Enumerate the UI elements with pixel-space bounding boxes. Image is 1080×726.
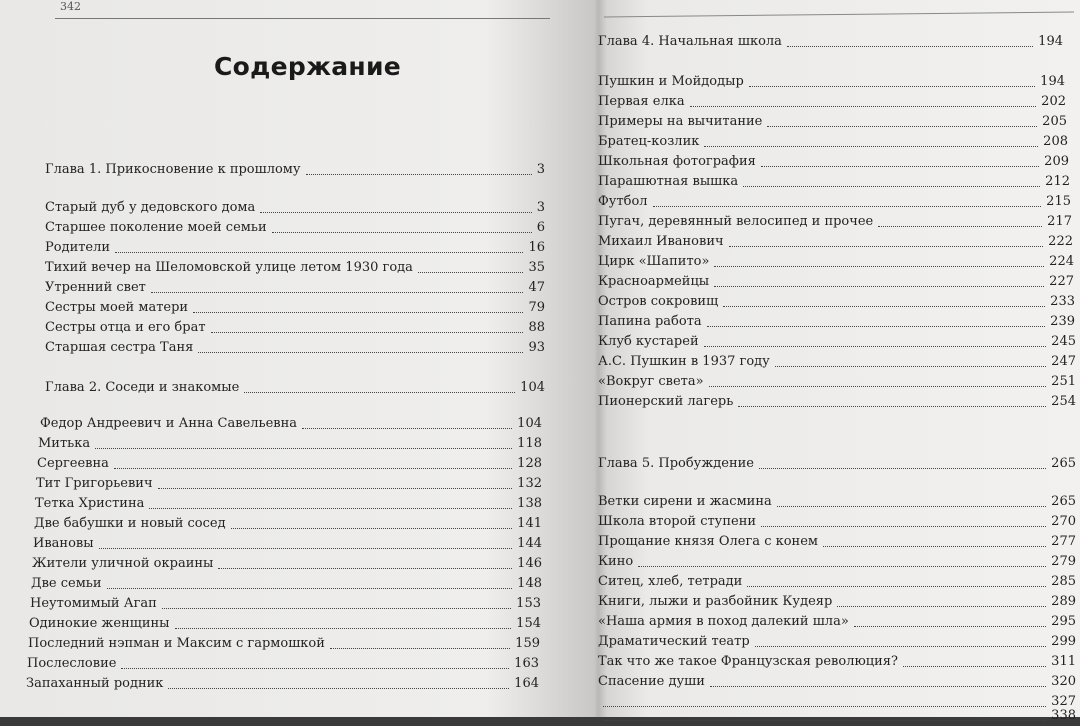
toc-entry-title: Послесловие: [27, 656, 117, 671]
toc-entry-page: 320: [1051, 674, 1076, 689]
toc-entry-title: Первая елка: [598, 94, 685, 109]
leader-dots: [755, 646, 1047, 647]
toc-entry: [598, 252, 1074, 272]
toc-entry: [598, 592, 1076, 612]
toc-entry-title: Две бабушки и новый сосед: [34, 516, 226, 531]
leader-dots: [114, 468, 512, 469]
leader-dots: [306, 174, 532, 175]
toc-entry: [598, 372, 1076, 392]
toc-entry: [598, 706, 1076, 726]
toc-entry: [598, 112, 1067, 132]
toc-entry: [37, 454, 542, 474]
toc-entry: [598, 132, 1068, 152]
toc-entry-title: Красноармейцы: [598, 274, 710, 289]
toc-entry-page: 132: [517, 476, 542, 491]
toc-entry-title: Пионерский лагерь: [598, 394, 734, 409]
toc-entry-page: 270: [1051, 514, 1076, 529]
toc-entry: [28, 634, 540, 654]
toc-entry-title: Ситец, хлеб, тетради: [598, 574, 743, 589]
toc-entry-page: 194: [1040, 74, 1065, 89]
toc-entry: [598, 332, 1076, 352]
toc-entry-title: Михаил Иванович: [598, 234, 724, 249]
toc-entry: [31, 574, 542, 594]
toc-entry: [598, 532, 1076, 552]
toc-entry-title: Братец-козлик: [598, 134, 700, 149]
toc-entry-title: Ветки сирени и жасмина: [598, 494, 772, 509]
leader-dots: [787, 46, 1033, 47]
toc-entry-page: 265: [1051, 494, 1076, 509]
leader-dots: [743, 186, 1040, 187]
toc-entry-page: 254: [1051, 394, 1076, 409]
leader-dots: [761, 166, 1039, 167]
leader-dots: [707, 326, 1046, 327]
toc-entry-title: Тихий вечер на Шеломовской улице летом 1930 года: [45, 260, 413, 275]
toc-entry-title: Пугач, деревянный велосипед и прочее: [598, 214, 874, 229]
toc-entry-title: Спасение души: [598, 674, 705, 689]
toc-entry-title: Жители уличной окраины: [32, 556, 214, 571]
toc-entry: [34, 514, 542, 534]
leader-dots: [151, 292, 524, 293]
toc-entry: [27, 654, 539, 674]
leader-dots: [823, 546, 1046, 547]
toc-entry-page: 247: [1051, 354, 1076, 369]
toc-entry-page: 164: [514, 676, 539, 691]
leader-dots: [775, 366, 1046, 367]
toc-entry-page: 208: [1043, 134, 1068, 149]
toc-entry-page: 79: [528, 300, 545, 315]
leader-dots: [704, 346, 1047, 347]
page-number: 342: [60, 0, 81, 13]
toc-entry-page: 3: [536, 200, 545, 215]
toc-entry-page: 153: [516, 596, 541, 611]
leader-dots: [218, 568, 512, 569]
toc-entry: [45, 278, 545, 298]
toc-entry: [598, 492, 1076, 512]
toc-entry-page: 224: [1049, 254, 1074, 269]
toc-entry: [45, 338, 545, 358]
toc-entry-title: Пушкин и Мойдодыр: [598, 74, 744, 89]
toc-entry-title: Сестры моей матери: [45, 300, 189, 315]
toc-entry-page: 265: [1051, 456, 1076, 471]
toc-entry-title: Сестры отца и его брат: [45, 320, 206, 335]
toc-entry-page: 245: [1051, 334, 1076, 349]
toc-entry-title: Драматический театр: [598, 634, 750, 649]
toc-entry-page: 215: [1046, 194, 1071, 209]
toc-entry-title: Тетка Христина: [35, 496, 145, 511]
toc-entry: [598, 152, 1069, 172]
toc-entry-page: 289: [1051, 594, 1076, 609]
leader-dots: [710, 686, 1046, 687]
toc-entry: [45, 218, 545, 238]
toc-entry-title: Две семьи: [31, 576, 102, 591]
toc-entry-title: Родители: [45, 240, 111, 255]
toc-entry-page: 205: [1042, 114, 1067, 129]
toc-entry-page: 141: [517, 516, 542, 531]
toc-entry-title: Федор Андреевич и Анна Савельевна: [40, 416, 298, 431]
toc-entry-page: 138: [517, 496, 542, 511]
toc-entry-title: Старшее поколение моей семьи: [45, 220, 267, 235]
leader-dots: [761, 526, 1046, 527]
toc-entry-page: 104: [520, 380, 545, 395]
toc-entry: [40, 414, 542, 434]
leader-dots: [723, 306, 1045, 307]
leader-dots: [690, 106, 1037, 107]
toc-entry-title: Глава 4. Начальная школа: [598, 34, 782, 49]
leader-dots: [231, 528, 513, 529]
toc-entry-page: 295: [1051, 614, 1076, 629]
leader-dots: [709, 386, 1047, 387]
toc-entry-title: Футбол: [598, 194, 648, 209]
toc-entry-page: 16: [528, 240, 545, 255]
toc-entry-page: 279: [1051, 554, 1076, 569]
leader-dots: [330, 648, 510, 649]
toc-entry-page: 6: [536, 220, 545, 235]
leader-dots: [749, 86, 1035, 87]
leader-dots: [168, 688, 509, 689]
leader-dots: [837, 606, 1046, 607]
toc-entry-page: 338: [1051, 708, 1076, 723]
header-rule: [55, 18, 550, 19]
toc-entry-title: «Наша армия в поход далекий шла»: [598, 614, 849, 629]
toc-entry: [45, 378, 545, 398]
toc-entry-page: 159: [515, 636, 540, 651]
toc-entry: [598, 652, 1076, 672]
leader-dots: [878, 226, 1042, 227]
toc-entry: [598, 512, 1076, 532]
leader-dots: [777, 506, 1046, 507]
leader-dots: [158, 488, 513, 489]
toc-entry-page: 104: [517, 416, 542, 431]
leader-dots: [903, 666, 1046, 667]
toc-entry-page: 128: [517, 456, 542, 471]
toc-entry: [598, 212, 1072, 232]
toc-entry-title: Запаханный родник: [26, 676, 164, 691]
toc-entry: [598, 92, 1066, 112]
leader-dots: [714, 266, 1044, 267]
toc-entry: [598, 454, 1076, 474]
leader-dots: [107, 588, 513, 589]
leader-dots: [198, 352, 523, 353]
toc-entry: [598, 632, 1076, 652]
contents-heading: Содержание: [214, 52, 402, 81]
toc-entry-title: Цирк «Шапито»: [598, 254, 710, 269]
right-page: [598, 0, 1080, 723]
toc-entry-page: 299: [1051, 634, 1076, 649]
leader-dots: [244, 392, 515, 393]
toc-entry-page: 144: [517, 536, 542, 551]
leader-dots: [653, 206, 1042, 207]
toc-entry-title: Глава 2. Соседи и знакомые: [45, 380, 240, 395]
toc-entry: [30, 594, 541, 614]
toc-entry: [29, 614, 541, 634]
leader-dots: [95, 448, 512, 449]
toc-entry: [598, 272, 1074, 292]
toc-entry-page: 233: [1050, 294, 1075, 309]
toc-entry: [38, 434, 542, 454]
toc-entry-title: Так что же такое Французская революция?: [598, 654, 898, 669]
toc-entry: [598, 312, 1075, 332]
toc-entry-title: Неутомимый Агап: [30, 596, 157, 611]
toc-entry-page: 163: [514, 656, 539, 671]
toc-entry: [45, 238, 545, 258]
toc-entry-page: 194: [1038, 34, 1063, 49]
toc-entry: [598, 572, 1076, 592]
toc-entry-title: Школа второй ступени: [598, 514, 757, 529]
toc-entry-title: Последний нэпман и Максим с гармошкой: [28, 636, 325, 651]
toc-entry: [35, 494, 542, 514]
toc-entry: [598, 552, 1076, 572]
toc-entry-title: Тит Григорьевич: [36, 476, 153, 491]
toc-entry: [45, 160, 545, 180]
toc-entry-page: 35: [528, 260, 545, 275]
leader-dots: [747, 586, 1046, 587]
toc-entry-title: Школьная фотография: [598, 154, 756, 169]
toc-entry-title: А.С. Пушкин в 1937 году: [598, 354, 770, 369]
toc-entry: [36, 474, 542, 494]
toc-entry: [598, 672, 1076, 692]
toc-entry-page: 154: [516, 616, 541, 631]
toc-entry-page: 146: [517, 556, 542, 571]
toc-entry-title: Кино: [598, 554, 634, 569]
leader-dots: [115, 252, 523, 253]
toc-entry-page: 202: [1041, 94, 1066, 109]
toc-entry-page: 118: [517, 436, 542, 451]
toc-entry-page: 212: [1045, 174, 1070, 189]
leader-dots: [302, 428, 512, 429]
leader-dots: [121, 668, 509, 669]
leader-dots: [175, 628, 512, 629]
toc-entry: [45, 318, 545, 338]
leader-dots: [260, 212, 531, 213]
toc-entry-title: Остров сокровищ: [598, 294, 719, 309]
leader-dots: [193, 312, 523, 313]
toc-entry-page: 327: [1051, 694, 1076, 709]
toc-entry: [598, 32, 1063, 52]
toc-entry: [598, 172, 1070, 192]
toc-entry-page: 93: [528, 340, 545, 355]
leader-dots: [99, 548, 513, 549]
toc-entry-page: 311: [1051, 654, 1076, 669]
toc-entry-title: Глава 1. Прикосновение к прошлому: [45, 162, 301, 177]
header-rule: [604, 12, 1074, 18]
toc-entry-title: Старшая сестра Таня: [45, 340, 194, 355]
toc-entry-page: 285: [1051, 574, 1076, 589]
leader-dots: [272, 232, 532, 233]
leader-dots: [418, 272, 524, 273]
leader-dots: [738, 406, 1046, 407]
toc-entry-title: «Вокруг света»: [598, 374, 704, 389]
leader-dots: [638, 566, 1046, 567]
toc-entry-page: 148: [517, 576, 542, 591]
toc-entry: [598, 192, 1071, 212]
toc-entry: [598, 392, 1076, 412]
toc-entry-title: Утренний свет: [45, 280, 146, 295]
toc-entry: [598, 352, 1076, 372]
toc-entry: [598, 232, 1073, 252]
toc-entry-title: Клуб кустарей: [598, 334, 699, 349]
toc-entry-page: 239: [1050, 314, 1075, 329]
toc-entry: [45, 258, 545, 278]
leader-dots: [704, 146, 1038, 147]
toc-entry-title: Прощание князя Олега с конем: [598, 534, 819, 549]
toc-entry: [45, 298, 545, 318]
toc-entry-title: Примеры на вычитание: [598, 114, 763, 129]
toc-entry-title: Книги, лыжи и разбойник Кудеяр: [598, 594, 833, 609]
toc-entry-page: 277: [1051, 534, 1076, 549]
toc-entry-title: Старый дуб у дедовского дома: [45, 200, 256, 215]
toc-entry-title: Ивановы: [33, 536, 94, 551]
leader-dots: [767, 126, 1037, 127]
toc-entry-page: 217: [1047, 214, 1072, 229]
toc-entry-page: 3: [536, 162, 545, 177]
leader-dots: [149, 508, 512, 509]
toc-entry-title: Сергеевна: [37, 456, 109, 471]
toc-entry-title: Папина работа: [598, 314, 702, 329]
leader-dots: [603, 720, 1046, 721]
toc-entry-title: Митька: [38, 436, 91, 451]
toc-entry-page: 47: [528, 280, 545, 295]
toc-entry-page: 222: [1048, 234, 1073, 249]
toc-entry: [598, 72, 1065, 92]
leader-dots: [162, 608, 511, 609]
toc-entry: [32, 554, 542, 574]
leader-dots: [729, 246, 1044, 247]
toc-entry: [598, 612, 1076, 632]
toc-entry-page: 227: [1049, 274, 1074, 289]
leader-dots: [759, 468, 1046, 469]
toc-entry-title: Глава 5. Пробуждение: [598, 456, 754, 471]
leader-dots: [211, 332, 524, 333]
toc-entry: [598, 292, 1075, 312]
toc-entry: [33, 534, 542, 554]
leader-dots: [714, 286, 1044, 287]
toc-entry-title: Одинокие женщины: [29, 616, 170, 631]
toc-entry-page: 251: [1051, 374, 1076, 389]
toc-entry-title: Парашютная вышка: [598, 174, 739, 189]
toc-entry-page: 209: [1044, 154, 1069, 169]
toc-entry: [45, 198, 545, 218]
toc-entry-page: 88: [528, 320, 545, 335]
leader-dots: [854, 626, 1046, 627]
toc-entry: [26, 674, 539, 694]
